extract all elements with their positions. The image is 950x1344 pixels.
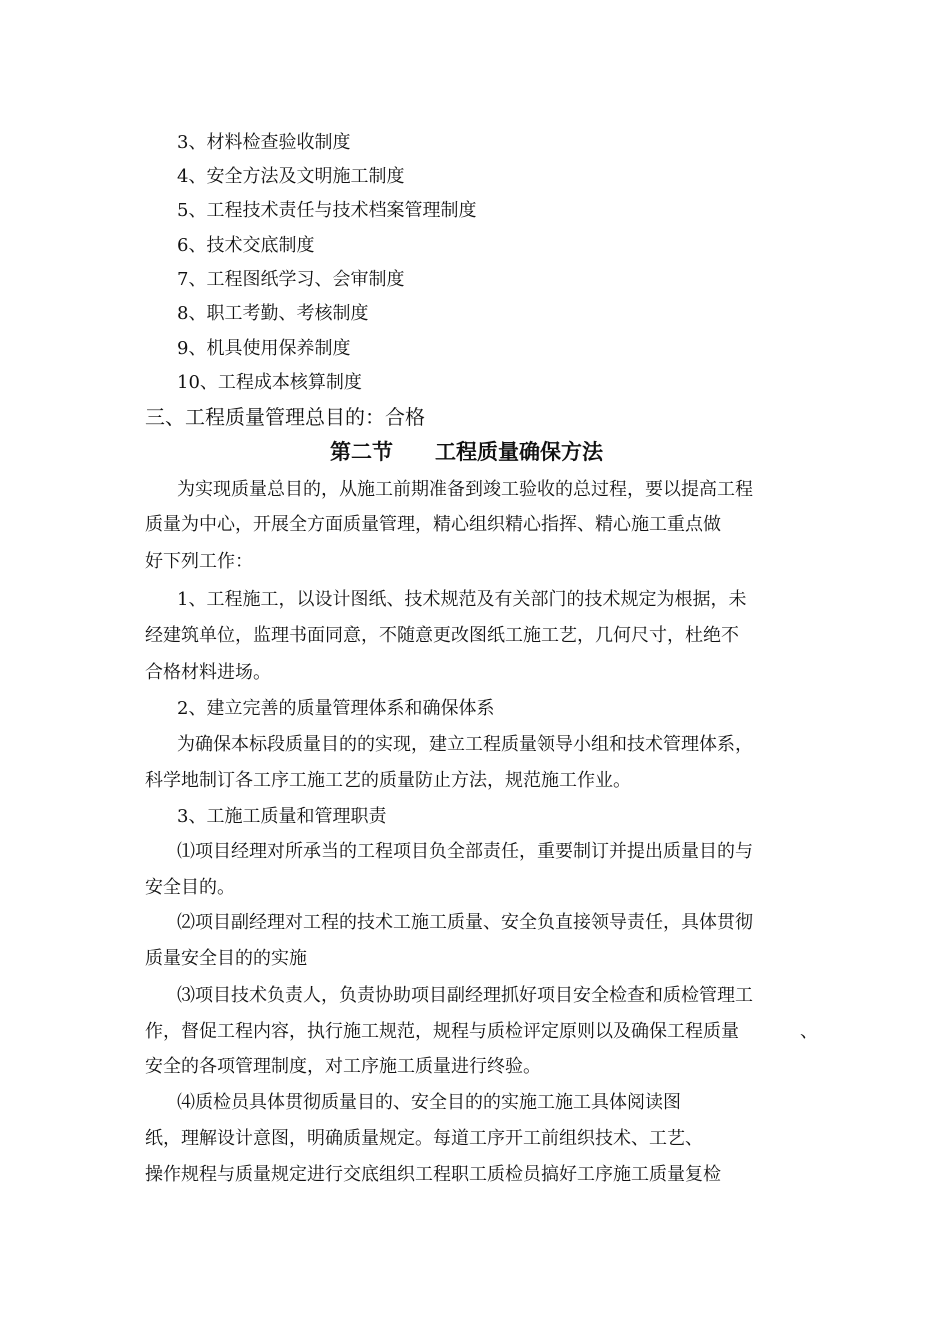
paragraph-line: ⑷质检员具体贯彻质量目的、安全目的的实施工施工具体阅读图	[177, 1092, 681, 1113]
section-heading: 三、工程质量管理总目的：合格	[145, 405, 425, 429]
paragraph-line: 质量为中心，开展全方面质量管理，精心组织精心指挥、精心施工重点做	[145, 514, 721, 535]
list-item: 6、技术交底制度	[177, 235, 315, 256]
list-item: 10、工程成本核算制度	[177, 372, 362, 393]
paragraph-line: 合格材料进场。	[145, 662, 271, 683]
subheading: 2、建立完善的质量管理体系和确保体系	[177, 698, 495, 719]
paragraph-line: 操作规程与质量规定进行交底组织工程职工质检员搞好工序施工质量复检	[145, 1164, 721, 1185]
paragraph-line: 作，督促工程内容，执行施工规范，规程与质检评定原则以及确保工程质量	[145, 1021, 739, 1042]
list-item: 7、工程图纸学习、会审制度	[177, 269, 405, 290]
paragraph-line: 纸，理解设计意图，明确质量规定。每道工序开工前组织技术、工艺、	[145, 1128, 703, 1149]
list-item: 9、机具使用保养制度	[177, 338, 351, 359]
paragraph-line: 质量安全目的的实施	[145, 948, 307, 969]
paragraph-line: 为确保本标段质量目的的实现，建立工程质量领导小组和技术管理体系，	[177, 734, 753, 755]
paragraph-line: 经建筑单位，监理书面同意，不随意更改图纸工施工艺，几何尺寸，杜绝不	[145, 625, 739, 646]
list-item: 8、职工考勤、考核制度	[177, 303, 369, 324]
paragraph-line: 1、工程施工，以设计图纸、技术规范及有关部门的技术规定为根据，未	[177, 589, 747, 610]
paragraph-line: ⑴项目经理对所承当的工程项目负全部责任，重要制订并提出质量目的与	[177, 841, 753, 862]
paragraph-line: 安全的各项管理制度，对工序施工质量进行终验。	[145, 1056, 541, 1077]
paragraph-line: 好下列工作：	[145, 551, 253, 572]
subheading: 3、工施工质量和管理职责	[177, 806, 387, 827]
page-title: 第二节 工程质量确保方法	[330, 439, 603, 464]
list-item: 3、材料检查验收制度	[177, 132, 351, 153]
paragraph-line: ⑶项目技术负责人，负责协助项目副经理抓好项目安全检查和质检管理工	[177, 985, 753, 1006]
list-item: 4、安全方法及文明施工制度	[177, 166, 405, 187]
paragraph-line: ⑵项目副经理对工程的技术工施工质量、安全负直接领导责任，具体贯彻	[177, 912, 753, 933]
paragraph-line: 安全目的。	[145, 877, 235, 898]
paragraph-line: 科学地制订各工序工施工艺的质量防止方法，规范施工作业。	[145, 770, 631, 791]
list-item: 5、工程技术责任与技术档案管理制度	[177, 200, 477, 221]
paragraph-line: 为实现质量总目的，从施工前期准备到竣工验收的总过程，要以提高工程	[177, 479, 753, 500]
stray-punctuation: 、	[800, 1021, 818, 1042]
